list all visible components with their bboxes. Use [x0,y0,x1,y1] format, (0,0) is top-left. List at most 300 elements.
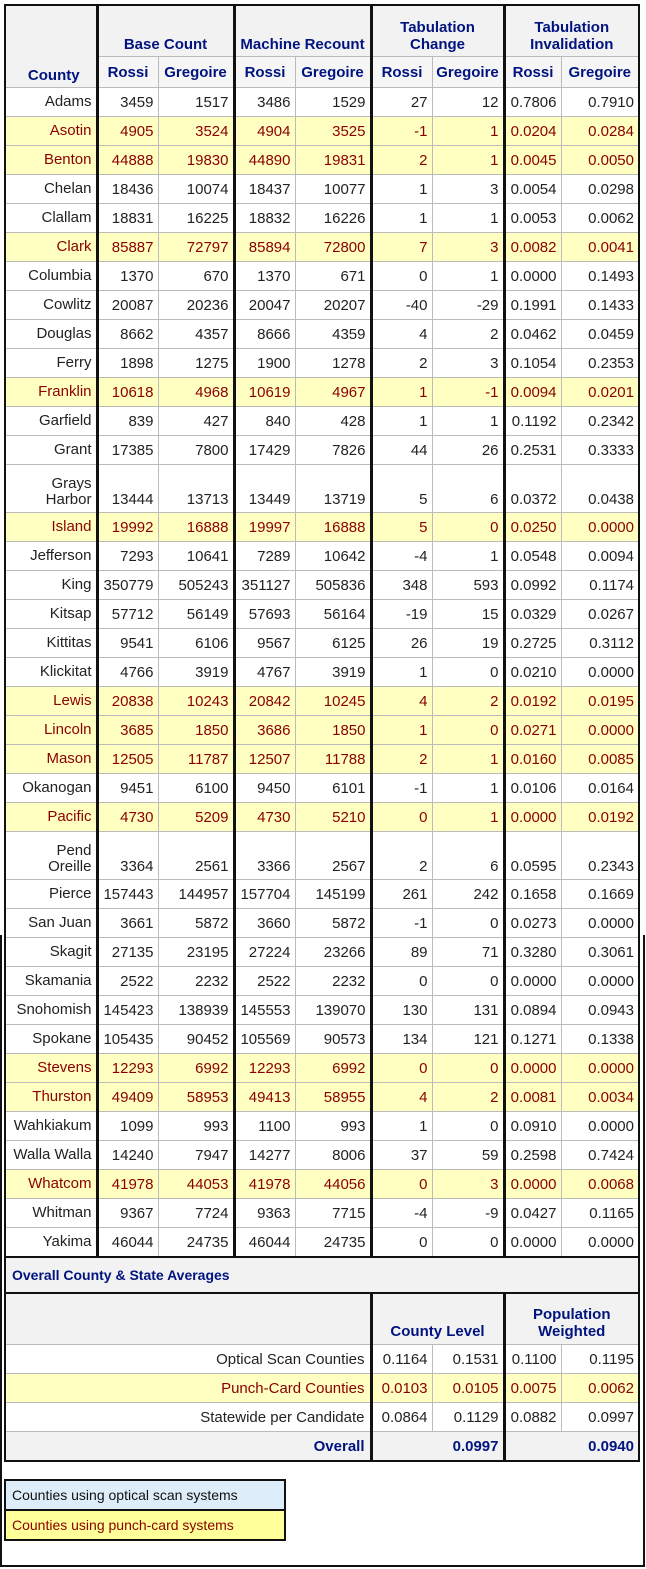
cell-change-rossi: 89 [371,938,432,967]
cell-base-rossi: 12293 [97,1054,158,1083]
average-weighted-rossi: 0.0075 [504,1374,561,1403]
cell-change-gregoire: 6 [432,832,504,880]
cell-base-gregoire: 138939 [158,996,234,1025]
cell-recount-gregoire: 90573 [295,1025,371,1054]
cell-recount-gregoire: 10245 [295,687,371,716]
cell-invalidation-gregoire: 0.0267 [561,600,639,629]
cell-change-gregoire: 1 [432,117,504,146]
county-row [5,571,639,600]
cell-base-rossi: 9451 [97,774,158,803]
cell-recount-gregoire: 671 [295,262,371,291]
cell-base-gregoire: 7800 [158,436,234,465]
cell-recount-rossi: 41978 [234,1170,295,1199]
county-name: Lincoln [5,716,97,745]
cell-recount-rossi: 14277 [234,1141,295,1170]
cell-recount-rossi: 20047 [234,291,295,320]
cell-recount-rossi: 12507 [234,745,295,774]
county-name: Clallam [5,204,97,233]
cell-invalidation-gregoire: 0.0085 [561,745,639,774]
cell-recount-gregoire: 44056 [295,1170,371,1199]
county-row [5,465,639,513]
cell-base-rossi: 14240 [97,1141,158,1170]
legend-punch-card: Counties using punch-card systems [5,1510,285,1540]
county-name: Chelan [5,175,97,204]
cell-invalidation-gregoire: 0.7910 [561,88,639,117]
cell-change-gregoire: 1 [432,407,504,436]
cell-change-gregoire: 12 [432,88,504,117]
cell-base-rossi: 3364 [97,832,158,880]
cell-base-gregoire: 10243 [158,687,234,716]
cell-base-gregoire: 993 [158,1112,234,1141]
cell-change-rossi: 2 [371,832,432,880]
cell-invalidation-rossi: 0.0192 [504,687,561,716]
cell-base-rossi: 350779 [97,571,158,600]
cell-base-rossi: 4766 [97,658,158,687]
cell-recount-gregoire: 8006 [295,1141,371,1170]
cell-change-gregoire: 0 [432,1228,504,1258]
cell-recount-rossi: 3686 [234,716,295,745]
cell-change-rossi: 2 [371,146,432,175]
cell-invalidation-gregoire: 0.0000 [561,1054,639,1083]
candidate-header-gregoire[interactable]: Gregoire [432,57,504,88]
cell-recount-rossi: 1370 [234,262,295,291]
cell-base-rossi: 17385 [97,436,158,465]
cell-invalidation-rossi: 0.0271 [504,716,561,745]
cell-invalidation-gregoire: 0.1338 [561,1025,639,1054]
cell-change-rossi: 0 [371,1228,432,1258]
cell-base-gregoire: 3524 [158,117,234,146]
county-name: Whitman [5,1199,97,1228]
cell-recount-gregoire: 3919 [295,658,371,687]
cell-recount-gregoire: 139070 [295,996,371,1025]
cell-change-gregoire: 1 [432,262,504,291]
cell-recount-rossi: 17429 [234,436,295,465]
cell-recount-rossi: 1100 [234,1112,295,1141]
county-row [5,542,639,571]
cell-base-rossi: 12505 [97,745,158,774]
county-name: Clark [5,233,97,262]
average-weighted-rossi: 0.1100 [504,1345,561,1374]
cell-recount-rossi: 19997 [234,513,295,542]
legend [4,1479,286,1541]
cell-change-gregoire: -9 [432,1199,504,1228]
county-row [5,745,639,774]
county-row [5,378,639,407]
cell-base-rossi: 3685 [97,716,158,745]
cell-invalidation-rossi: 0.2598 [504,1141,561,1170]
cell-recount-gregoire: 10077 [295,175,371,204]
cell-invalidation-rossi: 0.0204 [504,117,561,146]
cell-invalidation-rossi: 0.0427 [504,1199,561,1228]
average-county-level-rossi: 0.0103 [371,1374,432,1403]
cell-change-gregoire: 1 [432,774,504,803]
cell-recount-gregoire: 11788 [295,745,371,774]
county-name: Grant [5,436,97,465]
cell-change-rossi: 5 [371,465,432,513]
county-name: Pend Oreille [5,832,97,880]
cell-base-rossi: 18436 [97,175,158,204]
cell-invalidation-gregoire: 0.1669 [561,880,639,909]
cell-base-rossi: 27135 [97,938,158,967]
cell-recount-rossi: 9567 [234,629,295,658]
cell-base-rossi: 4905 [97,117,158,146]
cell-change-gregoire: 0 [432,909,504,938]
cell-change-gregoire: 2 [432,1083,504,1112]
cell-recount-gregoire: 58955 [295,1083,371,1112]
cell-base-rossi: 18831 [97,204,158,233]
cell-invalidation-gregoire: 0.0164 [561,774,639,803]
county-row [5,1025,639,1054]
averages-header-county-level: County Level [371,1293,504,1345]
county-row [5,146,639,175]
cell-base-gregoire: 6106 [158,629,234,658]
cell-change-rossi: 0 [371,1170,432,1199]
cell-base-rossi: 57712 [97,600,158,629]
cell-invalidation-gregoire: 0.3112 [561,629,639,658]
cell-recount-rossi: 4767 [234,658,295,687]
cell-base-gregoire: 5872 [158,909,234,938]
cell-change-rossi: 0 [371,262,432,291]
cell-invalidation-rossi: 0.0081 [504,1083,561,1112]
cell-recount-rossi: 105569 [234,1025,295,1054]
candidate-header-gregoire[interactable]: Gregoire [561,57,639,88]
cell-change-rossi: 4 [371,1083,432,1112]
cell-invalidation-rossi: 0.1991 [504,291,561,320]
candidate-header-gregoire[interactable]: Gregoire [158,57,234,88]
average-weighted-gregoire: 0.0062 [561,1374,639,1403]
cell-change-rossi: -4 [371,542,432,571]
cell-base-gregoire: 3919 [158,658,234,687]
cell-base-gregoire: 7724 [158,1199,234,1228]
cell-change-gregoire: 6 [432,465,504,513]
cell-invalidation-gregoire: 0.0068 [561,1170,639,1199]
cell-change-rossi: 1 [371,204,432,233]
county-row [5,658,639,687]
candidate-header-rossi[interactable]: Rossi [371,57,432,88]
cell-change-gregoire: -29 [432,291,504,320]
cell-base-rossi: 46044 [97,1228,158,1258]
county-name: Columbia [5,262,97,291]
candidate-header-gregoire[interactable]: Gregoire [295,57,371,88]
cell-invalidation-rossi: 0.0462 [504,320,561,349]
county-name: Spokane [5,1025,97,1054]
cell-change-gregoire: 131 [432,996,504,1025]
outer-frame-left [0,935,2,1567]
cell-invalidation-rossi: 0.0053 [504,204,561,233]
cell-recount-gregoire: 23266 [295,938,371,967]
cell-invalidation-gregoire: 0.0195 [561,687,639,716]
cell-recount-rossi: 157704 [234,880,295,909]
cell-base-gregoire: 24735 [158,1228,234,1258]
cell-base-rossi: 13444 [97,465,158,513]
cell-invalidation-gregoire: 0.0459 [561,320,639,349]
cell-recount-gregoire: 993 [295,1112,371,1141]
cell-recount-rossi: 18832 [234,204,295,233]
cell-change-gregoire: 0 [432,1112,504,1141]
cell-invalidation-gregoire: 0.0000 [561,1228,639,1258]
county-row [5,233,639,262]
county-row [5,774,639,803]
cell-change-gregoire: 1 [432,745,504,774]
cell-recount-gregoire: 7715 [295,1199,371,1228]
cell-recount-gregoire: 20207 [295,291,371,320]
cell-invalidation-rossi: 0.0992 [504,571,561,600]
cell-change-rossi: 1 [371,175,432,204]
cell-base-gregoire: 11787 [158,745,234,774]
cell-recount-rossi: 18437 [234,175,295,204]
cell-invalidation-rossi: 0.0000 [504,967,561,996]
cell-invalidation-gregoire: 0.3061 [561,938,639,967]
cell-base-rossi: 19992 [97,513,158,542]
cell-recount-gregoire: 7826 [295,436,371,465]
cell-change-gregoire: 3 [432,233,504,262]
cell-recount-gregoire: 4967 [295,378,371,407]
cell-recount-gregoire: 6992 [295,1054,371,1083]
county-row [5,1141,639,1170]
cell-invalidation-gregoire: 0.0000 [561,1112,639,1141]
cell-change-rossi: -1 [371,774,432,803]
cell-recount-gregoire: 4359 [295,320,371,349]
cell-base-rossi: 85887 [97,233,158,262]
average-row [5,1403,639,1432]
cell-invalidation-rossi: 0.0106 [504,774,561,803]
county-row [5,349,639,378]
recount-table-container [4,4,640,1462]
county-name: Franklin [5,378,97,407]
cell-change-gregoire: 242 [432,880,504,909]
cell-invalidation-rossi: 0.0094 [504,378,561,407]
cell-invalidation-gregoire: 0.0000 [561,967,639,996]
cell-change-rossi: 0 [371,803,432,832]
cell-base-gregoire: 1517 [158,88,234,117]
cell-change-rossi: 2 [371,745,432,774]
cell-recount-gregoire: 1850 [295,716,371,745]
county-name: Grays Harbor [5,465,97,513]
cell-base-gregoire: 58953 [158,1083,234,1112]
county-name: Pacific [5,803,97,832]
cell-invalidation-gregoire: 0.0000 [561,658,639,687]
cell-change-gregoire: 1 [432,542,504,571]
cell-change-gregoire: -1 [432,378,504,407]
cell-change-rossi: 7 [371,233,432,262]
cell-change-gregoire: 26 [432,436,504,465]
county-name: Jefferson [5,542,97,571]
cell-base-rossi: 3661 [97,909,158,938]
cell-base-gregoire: 10641 [158,542,234,571]
group-header-base-count: Base Count [97,5,234,57]
cell-change-rossi: -1 [371,117,432,146]
cell-base-rossi: 8662 [97,320,158,349]
county-name: Ferry [5,349,97,378]
cell-base-rossi: 7293 [97,542,158,571]
cell-change-rossi: 5 [371,513,432,542]
cell-base-gregoire: 13713 [158,465,234,513]
cell-base-gregoire: 10074 [158,175,234,204]
recount-table [4,4,640,1462]
cell-base-rossi: 10618 [97,378,158,407]
cell-invalidation-rossi: 0.0000 [504,1054,561,1083]
cell-change-rossi: 261 [371,880,432,909]
county-row [5,938,639,967]
cell-invalidation-gregoire: 0.2343 [561,832,639,880]
cell-base-rossi: 1099 [97,1112,158,1141]
cell-invalidation-gregoire: 0.3333 [561,436,639,465]
cell-recount-rossi: 7289 [234,542,295,571]
cell-invalidation-rossi: 0.0273 [504,909,561,938]
cell-base-rossi: 20838 [97,687,158,716]
cell-base-gregoire: 427 [158,407,234,436]
cell-invalidation-rossi: 0.0250 [504,513,561,542]
group-header-tabulation-invalidation: Tabulation Invalidation [504,5,639,57]
cell-base-gregoire: 4968 [158,378,234,407]
cell-change-rossi: 4 [371,687,432,716]
cell-invalidation-gregoire: 0.0000 [561,909,639,938]
averages-rows [5,1345,639,1432]
cell-base-rossi: 145423 [97,996,158,1025]
county-row [5,262,639,291]
cell-invalidation-gregoire: 0.0034 [561,1083,639,1112]
cell-invalidation-rossi: 0.0548 [504,542,561,571]
cell-recount-rossi: 49413 [234,1083,295,1112]
cell-change-rossi: 134 [371,1025,432,1054]
cell-invalidation-rossi: 0.0000 [504,262,561,291]
cell-invalidation-rossi: 0.1271 [504,1025,561,1054]
county-row [5,1170,639,1199]
cell-change-rossi: 27 [371,88,432,117]
cell-change-rossi: -40 [371,291,432,320]
average-county-level-rossi: 0.0864 [371,1403,432,1432]
cell-recount-gregoire: 1529 [295,88,371,117]
cell-invalidation-gregoire: 0.0000 [561,513,639,542]
overall-population-weighted: 0.0940 [504,1432,639,1462]
cell-change-gregoire: 0 [432,1054,504,1083]
cell-change-rossi: 1 [371,658,432,687]
cell-invalidation-gregoire: 0.0094 [561,542,639,571]
averages-header-population-weighted: Population Weighted [504,1293,639,1345]
county-name: Cowlitz [5,291,97,320]
average-weighted-gregoire: 0.1195 [561,1345,639,1374]
cell-recount-gregoire: 2567 [295,832,371,880]
cell-invalidation-gregoire: 0.0000 [561,716,639,745]
county-row [5,629,639,658]
cell-change-gregoire: 0 [432,658,504,687]
county-name: Skagit [5,938,97,967]
county-name: San Juan [5,909,97,938]
group-header-machine-recount: Machine Recount [234,5,371,57]
cell-recount-gregoire: 24735 [295,1228,371,1258]
cell-invalidation-gregoire: 0.0041 [561,233,639,262]
county-row [5,687,639,716]
county-name: Adams [5,88,97,117]
county-rows [5,88,639,1258]
cell-base-gregoire: 56149 [158,600,234,629]
cell-invalidation-rossi: 0.0372 [504,465,561,513]
cell-recount-gregoire: 72800 [295,233,371,262]
cell-recount-gregoire: 19831 [295,146,371,175]
county-row [5,1083,639,1112]
average-label: Optical Scan Counties [5,1345,371,1374]
cell-base-gregoire: 1850 [158,716,234,745]
cell-change-gregoire: 1 [432,204,504,233]
county-name: Snohomish [5,996,97,1025]
candidate-header-rossi[interactable]: Rossi [504,57,561,88]
cell-base-rossi: 44888 [97,146,158,175]
county-column-header[interactable]: County [5,5,97,88]
cell-recount-gregoire: 428 [295,407,371,436]
candidate-header-rossi[interactable]: Rossi [234,57,295,88]
cell-recount-gregoire: 505836 [295,571,371,600]
cell-change-gregoire: 2 [432,320,504,349]
cell-invalidation-gregoire: 0.0284 [561,117,639,146]
county-row [5,117,639,146]
cell-recount-rossi: 27224 [234,938,295,967]
cell-base-gregoire: 6992 [158,1054,234,1083]
cell-base-gregoire: 4357 [158,320,234,349]
candidate-header-rossi[interactable]: Rossi [97,57,158,88]
cell-base-gregoire: 2232 [158,967,234,996]
county-row [5,1112,639,1141]
county-name: Douglas [5,320,97,349]
average-label: Statewide per Candidate [5,1403,371,1432]
county-row [5,436,639,465]
cell-base-rossi: 1898 [97,349,158,378]
cell-base-gregoire: 144957 [158,880,234,909]
county-name: King [5,571,97,600]
county-row [5,291,639,320]
cell-invalidation-rossi: 0.0210 [504,658,561,687]
cell-change-rossi: 0 [371,1054,432,1083]
cell-base-gregoire: 670 [158,262,234,291]
cell-invalidation-gregoire: 0.1165 [561,1199,639,1228]
cell-recount-gregoire: 3525 [295,117,371,146]
cell-change-rossi: 4 [371,320,432,349]
county-row [5,88,639,117]
cell-base-rossi: 20087 [97,291,158,320]
county-name: Benton [5,146,97,175]
county-row [5,996,639,1025]
cell-invalidation-rossi: 0.0082 [504,233,561,262]
cell-base-rossi: 9367 [97,1199,158,1228]
county-name: Skamania [5,967,97,996]
outer-frame-right [643,935,645,1567]
cell-recount-rossi: 12293 [234,1054,295,1083]
cell-base-gregoire: 16888 [158,513,234,542]
averages-header-spacer [5,1293,371,1345]
cell-base-rossi: 9541 [97,629,158,658]
cell-base-gregoire: 72797 [158,233,234,262]
cell-recount-rossi: 57693 [234,600,295,629]
cell-recount-rossi: 10619 [234,378,295,407]
cell-recount-rossi: 8666 [234,320,295,349]
average-weighted-gregoire: 0.0997 [561,1403,639,1432]
cell-base-gregoire: 23195 [158,938,234,967]
cell-recount-gregoire: 56164 [295,600,371,629]
cell-invalidation-rossi: 0.0045 [504,146,561,175]
cell-recount-gregoire: 13719 [295,465,371,513]
county-row [5,204,639,233]
county-name: Thurston [5,1083,97,1112]
cell-change-rossi: 1 [371,378,432,407]
cell-base-gregoire: 1275 [158,349,234,378]
cell-recount-gregoire: 145199 [295,880,371,909]
county-name: Klickitat [5,658,97,687]
cell-invalidation-gregoire: 0.7424 [561,1141,639,1170]
cell-recount-gregoire: 5210 [295,803,371,832]
cell-invalidation-rossi: 0.0160 [504,745,561,774]
cell-base-rossi: 105435 [97,1025,158,1054]
cell-base-gregoire: 5209 [158,803,234,832]
cell-change-gregoire: 3 [432,1170,504,1199]
